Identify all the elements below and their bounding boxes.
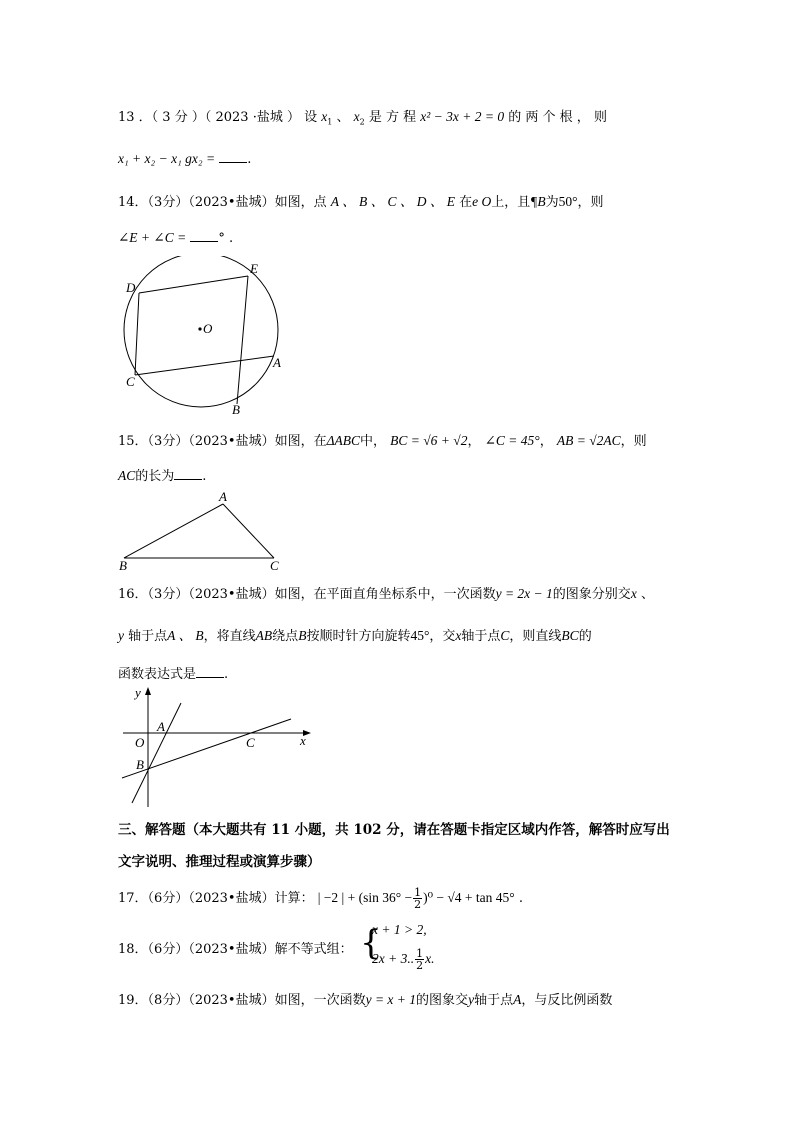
- answer-blank[interactable]: [174, 467, 202, 480]
- answer-blank[interactable]: [219, 150, 247, 163]
- label-e: E: [250, 261, 258, 276]
- label-o: O: [135, 735, 145, 750]
- line-bc: [122, 719, 291, 778]
- q16-line2: y 轴于点A 、 B，将直线AB绕点B按顺时针方向旋转45°，交x轴于点C，则直线BC的: [118, 628, 592, 644]
- label-d: D: [126, 280, 136, 295]
- q14-line1: 14．（3分）（2023•盐城）如图，点 A 、 B 、 C 、 D 、 E 在e O上，且¶B为50°，则: [118, 194, 604, 210]
- label-b: B: [119, 558, 127, 572]
- side-ac: [223, 504, 274, 558]
- q15-line1: 15．（3分）（2023•盐城）如图，在ΔABC中， BC = √6 + √2， ∠C = 45°， AB = √2AC，则: [118, 433, 647, 449]
- q16-coordinate-figure: [115, 683, 320, 811]
- q18-inequality-1: x + 1 > 2,: [372, 922, 427, 937]
- q16-line3: 函数表达式是 .: [118, 667, 229, 682]
- system-brace: {: [360, 923, 382, 963]
- line-ab: [132, 703, 181, 803]
- label-x: x: [300, 733, 306, 748]
- label-a: A: [273, 355, 281, 370]
- label-c: C: [246, 735, 255, 750]
- chord-ca: [135, 356, 274, 375]
- circle-o: [124, 256, 278, 407]
- label-c: C: [270, 558, 279, 572]
- q17-line: 17．（6分）（2023•盐城）计算： | −2 | + (sin 36° − $\frac{1}{2}$ )⁰ − √4 + tan 45° .: [118, 886, 523, 911]
- section-3-heading: 三、解答题（本大题共有 11 小题，共 102 分，请在答题卡指定区域内作答，解答时应写出: [118, 822, 670, 838]
- label-y: y: [135, 685, 141, 700]
- fraction-half: $\frac{1}{2}$: [414, 886, 422, 911]
- chord-de: [139, 276, 248, 293]
- chord-eb: [237, 276, 248, 404]
- side-ba: [124, 504, 223, 558]
- section-3-heading-cont: 文字说明、推理过程或演算步骤）: [118, 854, 321, 870]
- answer-blank[interactable]: [190, 229, 218, 242]
- q15-line2: AC的长为 .: [118, 468, 207, 484]
- q19-line1: 19．（8分）（2023•盐城）如图，一次函数y = x + 1的图象交y轴于点A，与反比例函数: [118, 992, 613, 1008]
- q13-equation: x² − 3x + 2 = 0: [420, 109, 505, 124]
- label-b: B: [232, 402, 240, 417]
- q18-inequality-2: 2x + 3.. $\frac{1}{2}$ x.: [372, 947, 435, 972]
- label-a: A: [219, 490, 227, 504]
- q14-line2: ∠E + ∠C = ° .: [118, 230, 234, 246]
- answer-blank[interactable]: [196, 665, 224, 678]
- label-a: A: [157, 719, 165, 734]
- fraction-half: $\frac{1}{2}$: [416, 947, 424, 972]
- center-dot: [198, 327, 201, 330]
- q13-line1: 13 ．（ 3 分 ）（ 2023 ·盐城 ） 设 $x_1$ 、 $x_2$ 是 方 程 x² − 3x + 2 = 0 的 两 个 根 ， 则: [118, 109, 607, 127]
- label-o: O: [203, 321, 213, 336]
- q15-triangle-figure: [115, 490, 290, 572]
- chord-dc: [135, 293, 139, 375]
- label-b: B: [136, 757, 144, 772]
- q13-line2: x₁ + x₂ − x₁ gx₂ = .: [118, 151, 252, 167]
- q14-circle-figure: [118, 256, 293, 421]
- label-c: C: [126, 374, 135, 389]
- q18-lead: 18．（6分）（2023•盐城）解不等式组：: [118, 942, 353, 957]
- y-axis-arrow: [145, 687, 151, 695]
- q16-line1: 16．（3分）（2023•盐城）如图，在平面直角坐标系中，一次函数y = 2x − 1的图象分别交x 、: [118, 586, 654, 602]
- q13-expression: x₁ + x₂ − x₁ gx₂ =: [118, 151, 216, 166]
